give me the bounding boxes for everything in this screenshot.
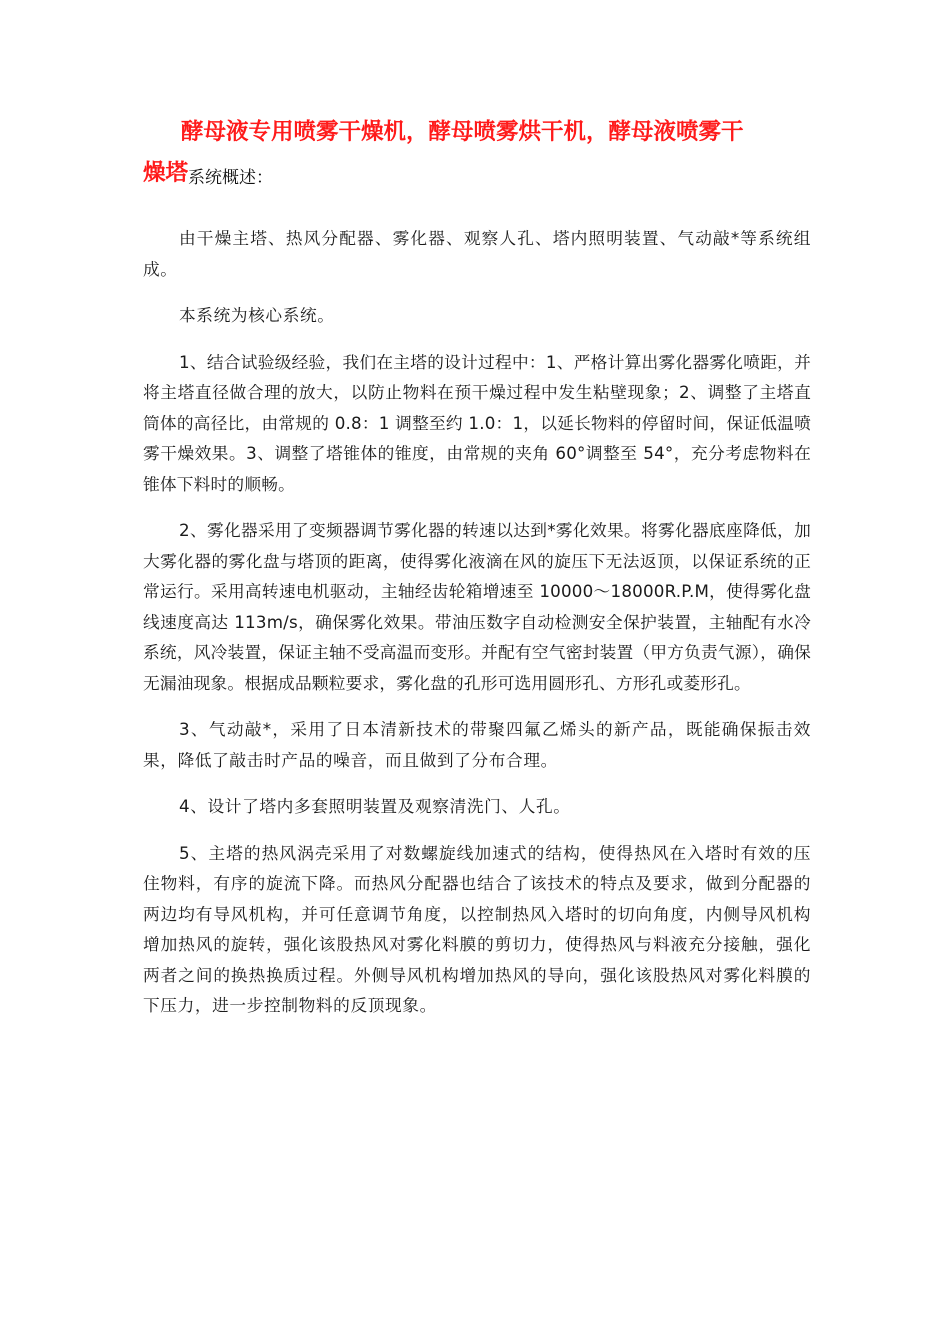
title-line-1: 酵母液专用喷雾干燥机，酵母喷雾烘干机，酵母液喷雾干 (181, 119, 744, 145)
title-line-2 (143, 158, 813, 190)
paragraph-item-1: 1、结合试验级经验，我们在主塔的设计过程中：1、严格计算出雾化器雾化喷距，并将主塔直径做合理的放大，以防止物料在预干燥过程中发生粘壁现象；2、调整了主塔直筒体的高径比，由常规的 0.8：1 调整至约 1.0：1，以延长物料的停留时间，保证低温喷雾干燥效果。3、调整了塔锥体的锥度，由常规的夹角 60°调整至 54°，充分考虑物料在锥体下料时的顺畅。 (143, 351, 811, 494)
paragraph-item-4: 4、设计了塔内多套照明装置及观察清洗门、人孔。 (179, 796, 571, 816)
paragraph-core-system: 本系统为核心系统。 (179, 305, 335, 325)
document-title (143, 112, 813, 190)
title-suffix: 系统概述： (188, 168, 274, 188)
document-body (143, 223, 811, 1037)
paragraph-item-2: 2、雾化器采用了变频器调节雾化器的转速以达到*雾化效果。将雾化器底座降低，加大雾化器的雾化盘与塔顶的距离，使得雾化液滴在风的旋压下无法返顶，以保证系统的正常运行。采用高转速电机驱动，主轴经齿轮箱增速至 10000～18000R.P.M，使得雾化盘线速度高达 113m/s，确保雾化效果。带油压数字自动检测安全保护装置，主轴配有水冷系统，风冷装置，保证主轴不受高温而变形。并配有空气密封装置（甲方负责气源），确保无漏油现象。根据成品颗粒要求，雾化盘的孔形可选用圆形孔、方形孔或菱形孔。 (143, 520, 811, 693)
paragraph-item-3: 3、气动敲*，采用了日本清新技术的带聚四氟乙烯头的新产品，既能确保振击效果，降低了敲击时产品的噪音，而且做到了分布合理。 (143, 719, 811, 770)
paragraph-intro: 由干燥主塔、热风分配器、雾化器、观察人孔、塔内照明装置、气动敲*等系统组成。 (143, 228, 811, 279)
title-line-2-text: 燥塔 (143, 160, 189, 186)
paragraph-item-5: 5、主塔的热风涡壳采用了对数螺旋线加速式的结构，使得热风在入塔时有效的压住物料，有序的旋流下降。而热风分配器也结合了该技术的特点及要求，做到分配器的两边均有导风机构，并可任意调节角度，以控制热风入塔时的切向角度，内侧导风机构增加热风的旋转，强化该股热风对雾化料膜的剪切力，使得热风与料液充分接触，强化两者之间的换热换质过程。外侧导风机构增加热风的导向，强化该股热风对雾化料膜的下压力，进一步控制物料的反顶现象。 (143, 842, 811, 1015)
